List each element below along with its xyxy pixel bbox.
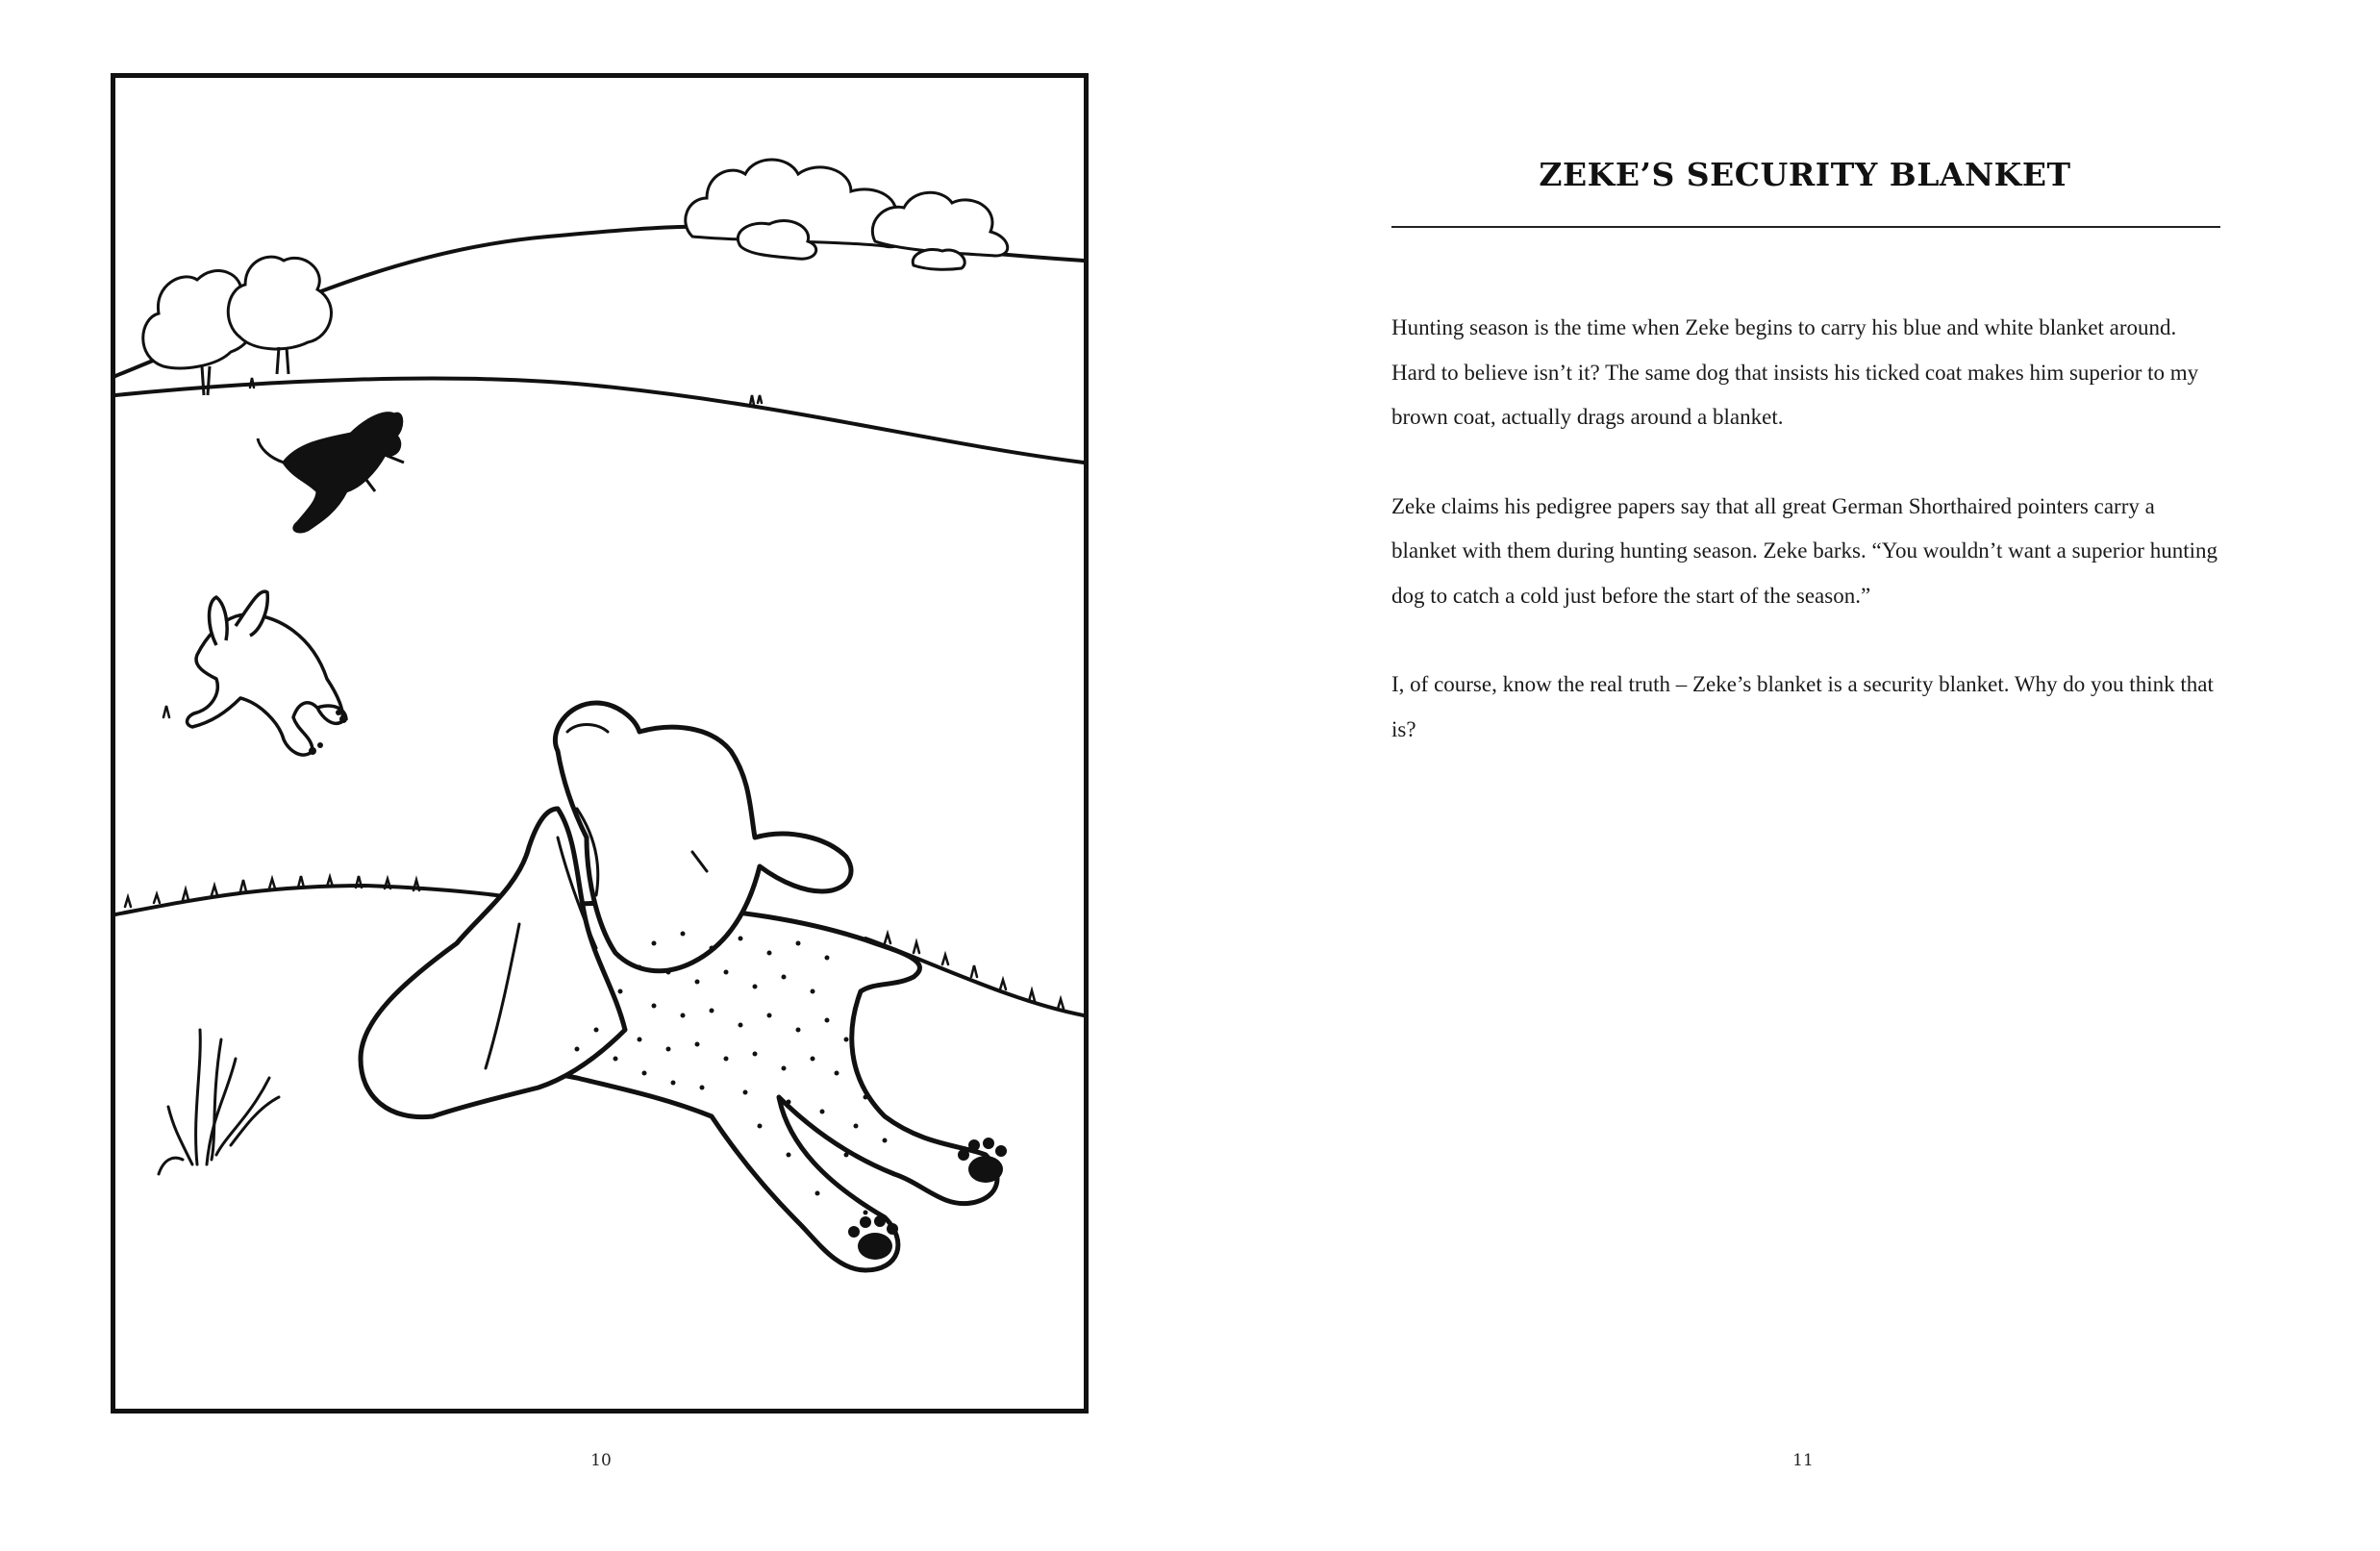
coloring-illustration — [111, 73, 1089, 1413]
title-divider — [1391, 226, 2220, 228]
page-number-left: 10 — [590, 1451, 612, 1470]
paragraph-3: I, of course, know the real truth – Zeke’s blanket is a security blanket. Why do you think that is? — [1391, 672, 2214, 741]
page-title: ZEKE’S SECURITY BLANKET — [1539, 156, 2071, 194]
page-number-right: 11 — [1792, 1451, 1814, 1470]
paragraph-1: Hunting season is the time when Zeke begins to carry his blue and white blanket around. Hard to believe isn’t it? The same dog that insists his ticked coat makes him superior to my brown coat, actually drags around a blanket. — [1391, 315, 2199, 429]
dogs-in-field-drawing — [115, 78, 1084, 1409]
story-text — [1391, 306, 2218, 796]
paragraph-2: Zeke claims his pedigree papers say that all great German Shorthaired pointers carry a blanket with them during hunting season. Zeke barks. “You wouldn’t want a superior hunting dog to catch a cold just before the start of the season.” — [1391, 493, 2217, 608]
